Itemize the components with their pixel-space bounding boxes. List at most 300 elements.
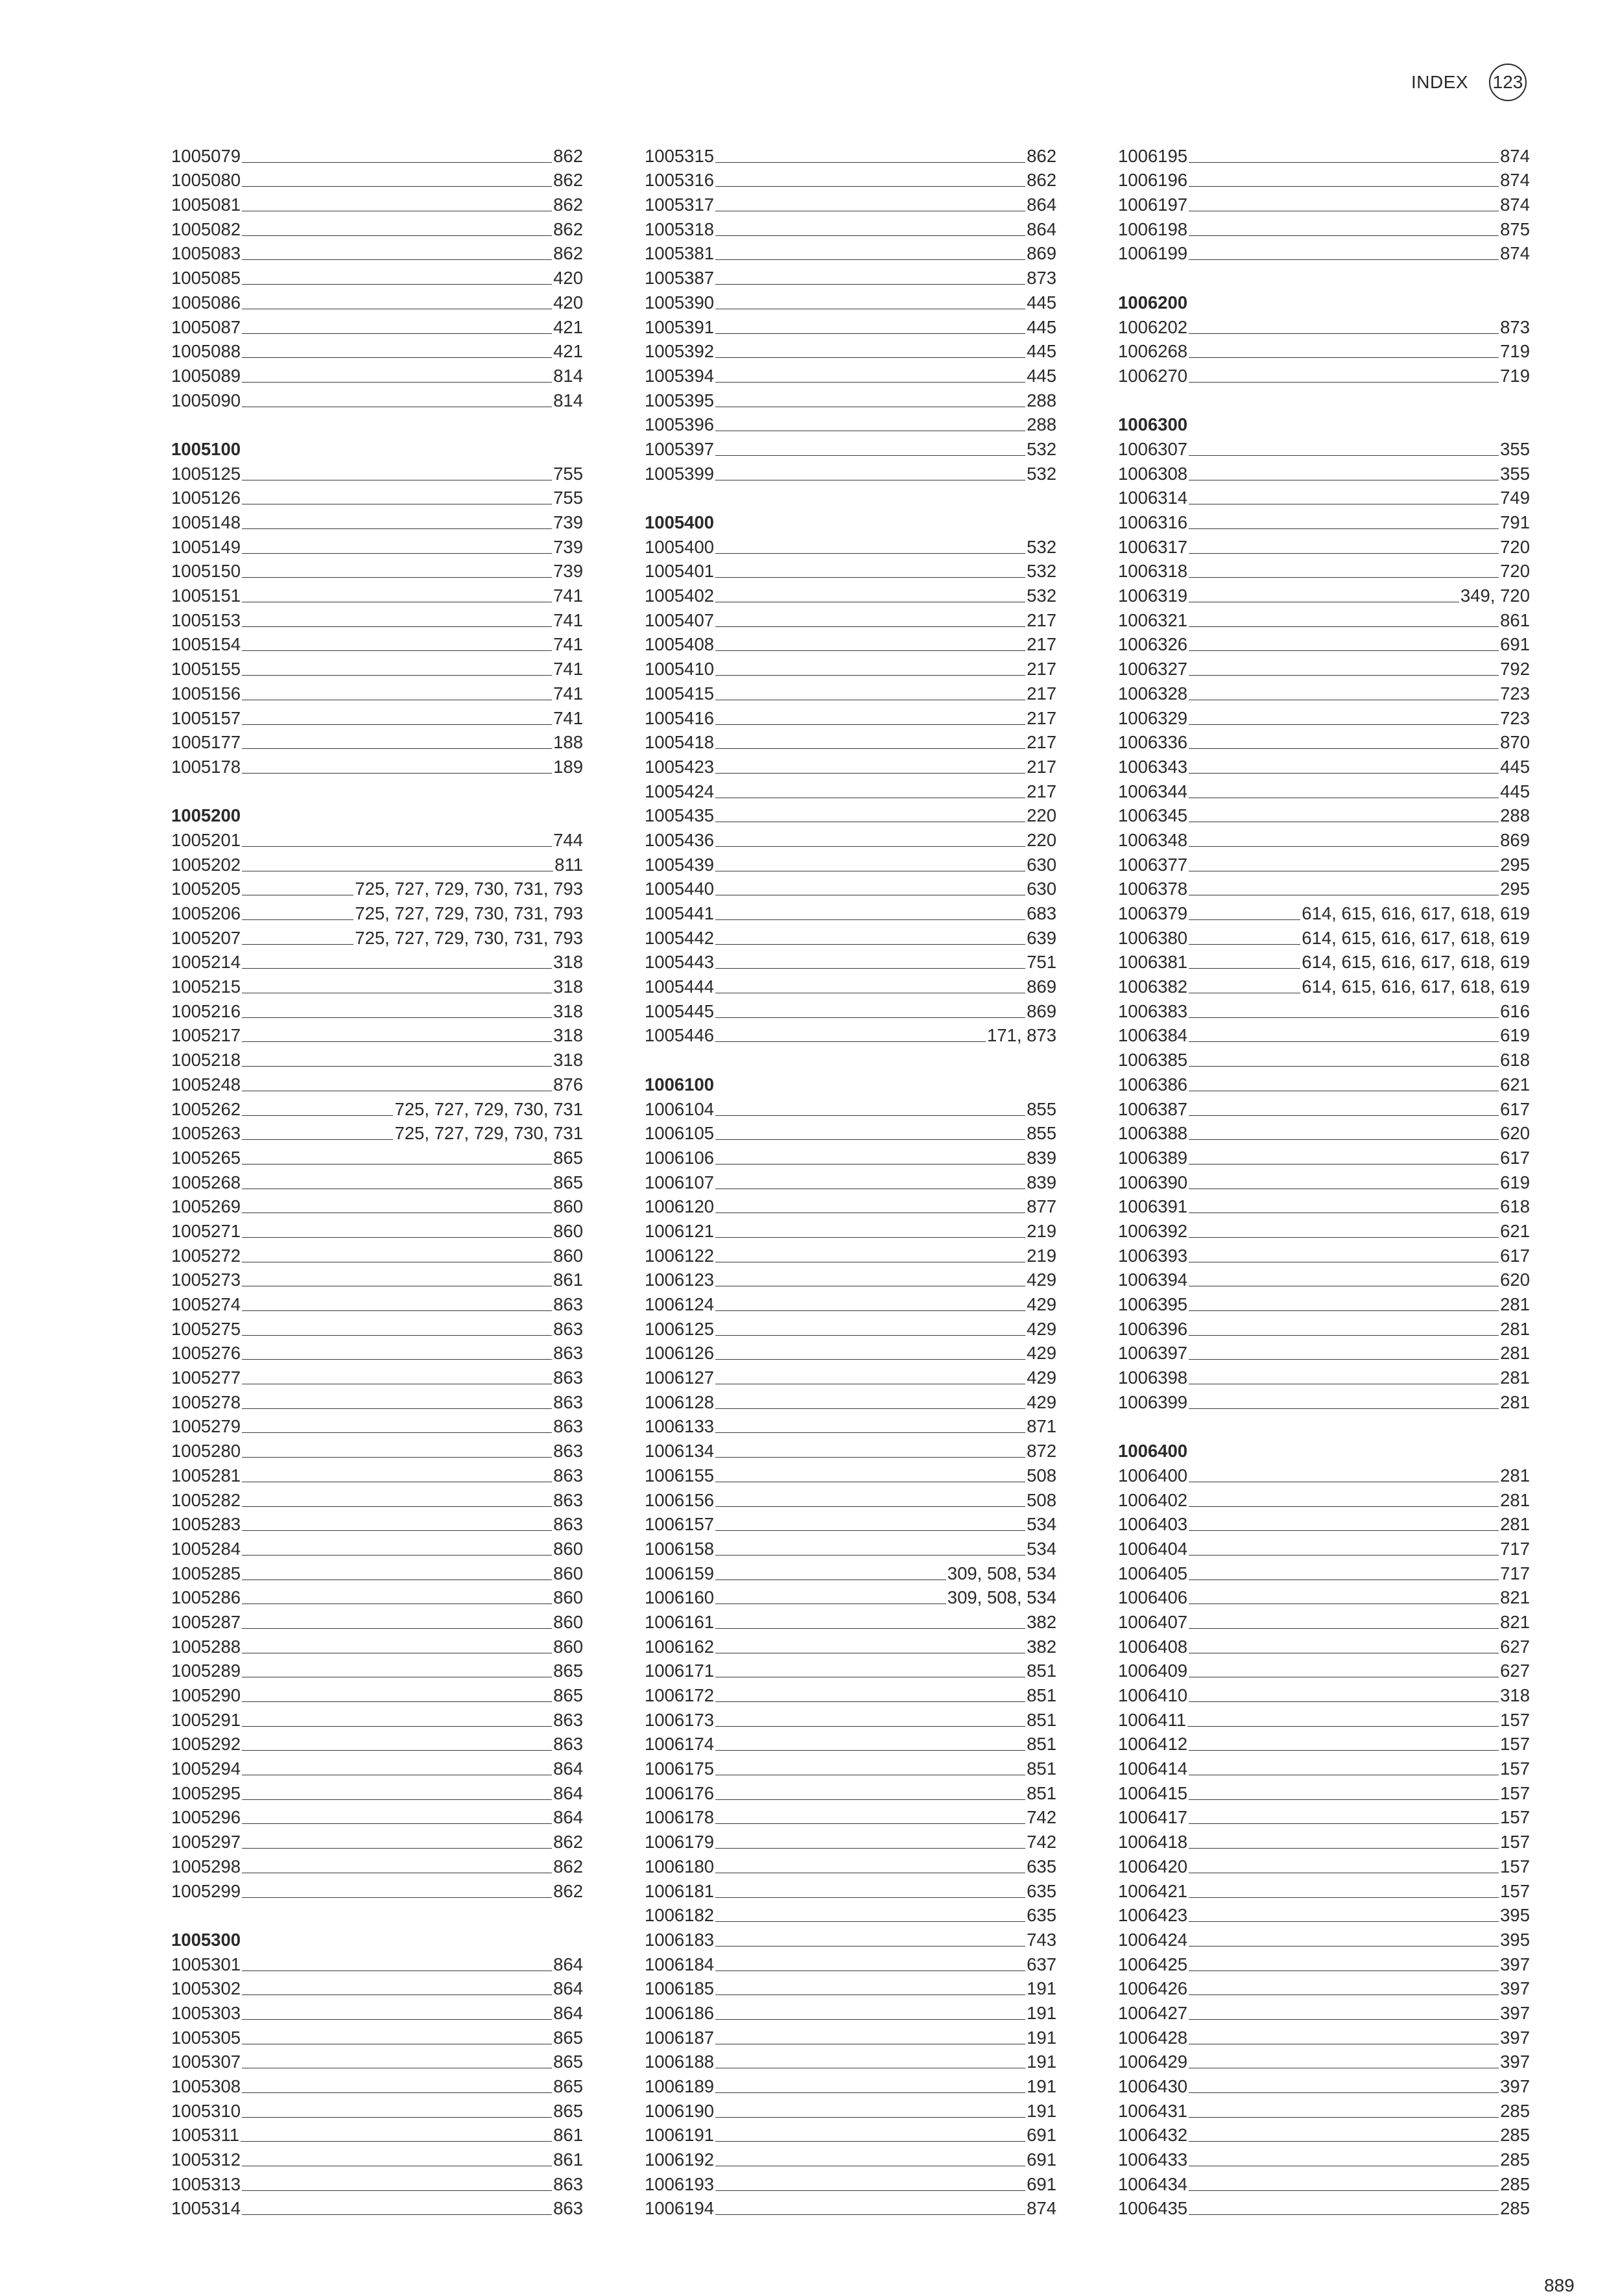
article-number: 1005157 [171, 707, 241, 728]
page-reference: 382 [1027, 1611, 1056, 1632]
page-reference: 532 [1027, 536, 1056, 557]
index-entry [171, 1730, 583, 1755]
page-reference: 285 [1500, 2173, 1530, 2194]
article-number: 1006424 [1118, 1929, 1188, 1950]
index-entry [171, 1510, 583, 1535]
index-entry [171, 1632, 583, 1657]
index-entry [645, 1021, 1056, 1046]
page-reference: 429 [1027, 1294, 1056, 1314]
page-reference: 281 [1500, 1391, 1530, 1412]
page-reference: 288 [1500, 805, 1530, 826]
article-number: 1006393 [1118, 1245, 1188, 1266]
article-number: 1006182 [645, 1905, 715, 1926]
article-number: 1005281 [171, 1465, 241, 1485]
index-entry [171, 508, 583, 532]
page-reference: 281 [1500, 1465, 1530, 1485]
index-entry [171, 1461, 583, 1485]
leader-line [242, 2117, 552, 2118]
index-entry [171, 215, 583, 239]
article-number: 1006420 [1118, 1856, 1188, 1876]
page-reference: 862 [553, 1832, 583, 1852]
index-entry [645, 532, 1056, 557]
page-reference: 420 [553, 268, 583, 289]
article-number: 1005310 [171, 2100, 241, 2121]
article-number: 1005125 [171, 463, 241, 484]
leader-line [1189, 259, 1499, 260]
article-number: 1005201 [171, 829, 241, 850]
leader-line [715, 968, 1025, 969]
page-reference: 863 [553, 1514, 583, 1535]
leader-line [1189, 675, 1499, 676]
leader-line [715, 1457, 1025, 1458]
page-reference: 191 [1027, 2027, 1056, 2048]
index-entry [1118, 1852, 1530, 1876]
article-number: 1006307 [1118, 438, 1188, 459]
index-entry [171, 141, 583, 166]
index-entry [171, 679, 583, 704]
index-entry [171, 1534, 583, 1559]
article-number: 1006403 [1118, 1514, 1188, 1535]
article-number: 1005435 [645, 805, 715, 826]
leader-line [1189, 944, 1300, 945]
article-number: 1005402 [645, 586, 715, 606]
leader-line [242, 1726, 552, 1727]
index-entry [171, 654, 583, 679]
index-entry [171, 484, 583, 508]
leader-line [715, 1164, 1025, 1165]
page-reference: 749 [1500, 488, 1530, 508]
page-reference: 875 [1500, 219, 1530, 239]
index-entry [171, 1266, 583, 1290]
article-number: 1006155 [645, 1465, 715, 1485]
page-reference: 821 [1500, 1587, 1530, 1608]
article-number: 1006392 [1118, 1220, 1188, 1241]
article-number: 1006383 [1118, 1000, 1188, 1021]
article-number: 1005443 [645, 952, 715, 973]
article-number: 1005302 [171, 1978, 241, 1999]
index-entry [171, 361, 583, 386]
index-entry [1118, 1461, 1530, 1485]
page-reference: 863 [553, 1343, 583, 1364]
article-number: 1006181 [645, 1880, 715, 1901]
leader-line [242, 1848, 552, 1849]
index-entry [171, 1143, 583, 1168]
article-number: 1005154 [171, 634, 241, 655]
index-entry [1118, 141, 1530, 166]
page-reference: 739 [553, 512, 583, 532]
article-number: 1005085 [171, 268, 241, 289]
article-number: 1005418 [645, 732, 715, 753]
article-number: 1005150 [171, 561, 241, 582]
index-entry [171, 1583, 583, 1608]
index-entry [171, 1485, 583, 1510]
index-column-2 [645, 141, 1056, 2218]
page-reference: 863 [553, 1489, 583, 1510]
index-entry [1118, 899, 1530, 923]
leader-line [242, 1359, 552, 1360]
index-entry [645, 948, 1056, 973]
leader-line [1189, 773, 1499, 774]
page-reference: 429 [1027, 1343, 1056, 1364]
article-number: 1005278 [171, 1391, 241, 1412]
article-number: 1006125 [645, 1318, 715, 1339]
leader-line [715, 235, 1025, 236]
page-reference: 863 [553, 1367, 583, 1388]
page-reference: 281 [1500, 1514, 1530, 1535]
article-number: 1005218 [171, 1050, 241, 1071]
article-number: 1006175 [645, 1758, 715, 1779]
page-reference: 429 [1027, 1391, 1056, 1412]
index-entry [171, 997, 583, 1021]
index-entry [171, 288, 583, 313]
index-entry [645, 2023, 1056, 2048]
index-entry [1118, 801, 1530, 826]
page-reference: 717 [1500, 1538, 1530, 1559]
index-entry [645, 1461, 1056, 1485]
index-entry [1118, 654, 1530, 679]
leader-line [1189, 748, 1499, 749]
leader-line [242, 944, 353, 945]
index-entry [171, 459, 583, 484]
index-entry [1118, 1388, 1530, 1412]
page-reference: 621 [1500, 1220, 1530, 1241]
page-reference: 865 [553, 2076, 583, 2096]
article-number: 1006160 [645, 1587, 715, 1608]
index-entry [645, 190, 1056, 215]
leader-line [1189, 650, 1499, 651]
page-reference: 630 [1027, 854, 1056, 875]
page-reference: 863 [553, 1441, 583, 1462]
page-reference: 871 [1027, 1416, 1056, 1437]
page-reference: 865 [553, 1685, 583, 1705]
page-reference: 508 [1027, 1489, 1056, 1510]
leader-line [715, 2141, 1025, 2142]
article-number: 1006426 [1118, 1978, 1188, 1999]
index-entry [1118, 1754, 1530, 1779]
index-entry [645, 1827, 1056, 1852]
page-reference: 191 [1027, 2052, 1056, 2072]
leader-line [242, 919, 353, 920]
article-number: 1006385 [1118, 1050, 1188, 1071]
index-entry [1118, 1534, 1530, 1559]
article-number: 1006158 [645, 1538, 715, 1559]
page-reference: 619 [1500, 1025, 1530, 1046]
article-number: 1005314 [171, 2198, 241, 2219]
leader-line [715, 748, 1025, 749]
page-reference: 860 [553, 1563, 583, 1583]
index-entry [1118, 361, 1530, 386]
index-entry [171, 1363, 583, 1388]
leader-line [715, 1994, 1025, 1995]
page-reference: 617 [1500, 1098, 1530, 1119]
leader-line [1189, 333, 1499, 334]
page-reference: 860 [553, 1196, 583, 1217]
leader-line [715, 2092, 1025, 2093]
page-reference: 281 [1500, 1318, 1530, 1339]
leader-line [242, 357, 552, 358]
page-reference: 863 [553, 2173, 583, 2194]
article-number: 1005217 [171, 1025, 241, 1046]
page-reference: 739 [553, 561, 583, 582]
group-spacer [1118, 263, 1530, 288]
group-heading [171, 1925, 583, 1950]
article-number: 1005284 [171, 1538, 241, 1559]
index-entry [1118, 948, 1530, 973]
page-reference: 860 [553, 1538, 583, 1559]
article-number: 1005086 [171, 292, 241, 313]
leader-line [715, 1555, 1025, 1556]
page-reference: 534 [1027, 1514, 1056, 1535]
article-number: 1005206 [171, 903, 241, 923]
page-reference: 395 [1500, 1905, 1530, 1926]
page-reference: 755 [553, 488, 583, 508]
index-entry [645, 825, 1056, 850]
leader-line [1189, 1506, 1499, 1507]
page-reference: 725, 727, 729, 730, 731, 793 [355, 903, 583, 923]
article-number: 1006317 [1118, 536, 1188, 557]
page-reference: 851 [1027, 1661, 1056, 1681]
index-entry [1118, 728, 1530, 753]
article-number: 1006421 [1118, 1880, 1188, 1901]
article-number: 1005082 [171, 219, 241, 239]
index-entry [645, 923, 1056, 948]
article-number: 1005407 [645, 610, 715, 630]
index-entry [645, 1754, 1056, 1779]
article-number: 1006316 [1118, 512, 1188, 532]
index-entry [645, 141, 1056, 166]
page-reference: 860 [553, 1245, 583, 1266]
page-reference: 725, 727, 729, 730, 731 [394, 1098, 583, 1119]
page-reference: 860 [553, 1220, 583, 1241]
page-reference: 445 [1500, 781, 1530, 801]
index-entry [645, 850, 1056, 875]
page-reference: 865 [553, 2052, 583, 2072]
article-number: 1005410 [645, 659, 715, 680]
index-entry [1118, 825, 1530, 850]
article-number: 1006329 [1118, 707, 1188, 728]
leader-line [715, 1237, 1025, 1238]
page-reference: 851 [1027, 1709, 1056, 1730]
page-reference: 742 [1027, 1807, 1056, 1828]
index-entry [645, 2145, 1056, 2170]
index-entry [645, 679, 1056, 704]
index-entry [1118, 2121, 1530, 2146]
index-entry [1118, 313, 1530, 337]
page-reference: 619 [1500, 1172, 1530, 1192]
page-reference: 285 [1500, 2149, 1530, 2170]
index-entry [645, 2072, 1056, 2096]
article-number: 1006319 [1118, 586, 1188, 606]
leader-line [242, 333, 552, 334]
page-reference: 862 [553, 1880, 583, 1901]
index-entry [1118, 239, 1530, 264]
article-number: 1006120 [645, 1196, 715, 1217]
page-reference: 862 [553, 219, 583, 239]
page-reference: 157 [1500, 1709, 1530, 1730]
article-number: 1006382 [1118, 976, 1188, 997]
leader-line [1189, 846, 1499, 847]
article-number: 1005440 [645, 879, 715, 899]
article-number: 1006434 [1118, 2173, 1188, 2194]
leader-line [715, 1628, 1025, 1629]
article-number: 1006308 [1118, 463, 1188, 484]
article-number: 1005149 [171, 536, 241, 557]
page-reference: 219 [1027, 1245, 1056, 1266]
page-reference: 691 [1027, 2125, 1056, 2146]
article-number: 1005088 [171, 341, 241, 362]
page-reference: 741 [553, 634, 583, 655]
page-reference: 861 [1500, 610, 1530, 630]
leader-line [715, 1848, 1025, 1849]
index-entry [1118, 2194, 1530, 2219]
article-number: 1006197 [1118, 195, 1188, 215]
article-number: 1006411 [1118, 1709, 1187, 1730]
page-reference: 285 [1500, 2125, 1530, 2146]
page-reference: 872 [1027, 1441, 1056, 1462]
group-spacer [645, 1045, 1056, 1070]
article-number: 1005080 [171, 170, 241, 191]
page-reference: 863 [553, 1294, 583, 1314]
article-number: 1005151 [171, 586, 241, 606]
index-entry [171, 1021, 583, 1046]
page-reference: 532 [1027, 463, 1056, 484]
index-entry [645, 1241, 1056, 1266]
page-reference: 157 [1500, 1758, 1530, 1779]
index-entry [171, 1827, 583, 1852]
group-heading [1118, 1436, 1530, 1461]
leader-line [715, 455, 1025, 456]
page-reference: 877 [1027, 1196, 1056, 1217]
leader-line [1189, 2190, 1499, 2191]
leader-line [1189, 1750, 1499, 1751]
page-reference: 318 [553, 1025, 583, 1046]
page-reference: 741 [553, 610, 583, 630]
page-reference: 863 [553, 1734, 583, 1755]
page-reference: 217 [1027, 659, 1056, 680]
index-entry [171, 2145, 583, 2170]
leader-line [1189, 553, 1499, 554]
article-number: 1005265 [171, 1147, 241, 1168]
index-entry [171, 1681, 583, 1705]
article-number: 1005089 [171, 365, 241, 386]
index-entry [645, 2170, 1056, 2194]
page-reference: 864 [553, 1782, 583, 1803]
index-entry [1118, 1485, 1530, 1510]
index-entry [645, 2121, 1056, 2146]
article-number: 1006162 [645, 1636, 715, 1657]
index-entry [171, 1314, 583, 1339]
index-entry [171, 1803, 583, 1828]
page-reference: 864 [553, 1978, 583, 1999]
page-reference: 532 [1027, 438, 1056, 459]
article-number: 1005087 [171, 316, 241, 337]
leader-line [242, 2214, 552, 2215]
page-reference: 874 [1500, 243, 1530, 264]
article-number: 1006433 [1118, 2149, 1188, 2170]
page-reference: 397 [1500, 2002, 1530, 2023]
leader-line [242, 2190, 552, 2191]
article-number: 1005283 [171, 1514, 241, 1535]
index-entry [1118, 1143, 1530, 1168]
leader-line [242, 1506, 552, 1507]
leader-line [1189, 186, 1499, 187]
leader-line [1189, 1946, 1499, 1947]
index-entry [645, 654, 1056, 679]
article-number: 1006415 [1118, 1782, 1188, 1803]
page-reference: 876 [553, 1074, 583, 1095]
article-number: 1006381 [1118, 952, 1188, 973]
article-number: 1005397 [645, 438, 715, 459]
page-reference: 751 [1027, 952, 1056, 973]
page-reference: 862 [553, 195, 583, 215]
leader-line [1189, 1017, 1499, 1018]
article-number: 1005248 [171, 1074, 241, 1095]
article-number: 1006185 [645, 1978, 715, 1999]
leader-line [1189, 1164, 1499, 1165]
article-number: 1006398 [1118, 1367, 1188, 1388]
page-reference: 188 [553, 732, 583, 753]
leader-line [1189, 1310, 1499, 1311]
leader-line [242, 2019, 552, 2020]
index-entry [1118, 2072, 1530, 2096]
index-entry [645, 899, 1056, 923]
index-entry [171, 606, 583, 630]
article-number: 1005291 [171, 1709, 241, 1730]
article-number: 1006391 [1118, 1196, 1188, 1217]
index-entry [1118, 1510, 1530, 1535]
page-reference: 620 [1500, 1270, 1530, 1290]
leader-line [242, 968, 552, 969]
index-entry [171, 1657, 583, 1681]
index-entry [1118, 166, 1530, 191]
leader-line [715, 1897, 1025, 1898]
page-reference: 863 [553, 2198, 583, 2219]
index-entry [1118, 752, 1530, 777]
index-entry [171, 2072, 583, 2096]
leader-line [715, 553, 1025, 554]
leader-line [242, 773, 552, 774]
article-number: 1006183 [645, 1929, 715, 1950]
leader-line [715, 1115, 1025, 1116]
page-reference: 618 [1500, 1050, 1530, 1071]
page-reference: 865 [553, 1147, 583, 1168]
leader-line [242, 284, 552, 285]
index-entry [171, 850, 583, 875]
page-reference: 755 [553, 463, 583, 484]
article-number: 1006161 [645, 1611, 715, 1632]
index-entry [1118, 1657, 1530, 1681]
leader-line [242, 528, 552, 529]
article-number: 1005083 [171, 243, 241, 264]
article-number: 1006189 [645, 2076, 715, 2096]
article-number: 1005156 [171, 683, 241, 704]
index-entry [1118, 1241, 1530, 1266]
index-entry [171, 1705, 583, 1730]
index-entry [171, 923, 583, 948]
leader-line [1189, 1335, 1499, 1336]
page-reference: 191 [1027, 2076, 1056, 2096]
page-reference: 741 [553, 586, 583, 606]
leader-line [715, 2214, 1025, 2215]
page-reference: 864 [1027, 195, 1056, 215]
leader-line [1189, 455, 1499, 456]
page-reference: 862 [553, 145, 583, 166]
index-entry [1118, 1290, 1530, 1314]
index-column-3 [1118, 141, 1530, 2218]
index-entry [171, 1241, 583, 1266]
section-title: INDEX [1411, 72, 1469, 92]
index-entry [1118, 1998, 1530, 2023]
